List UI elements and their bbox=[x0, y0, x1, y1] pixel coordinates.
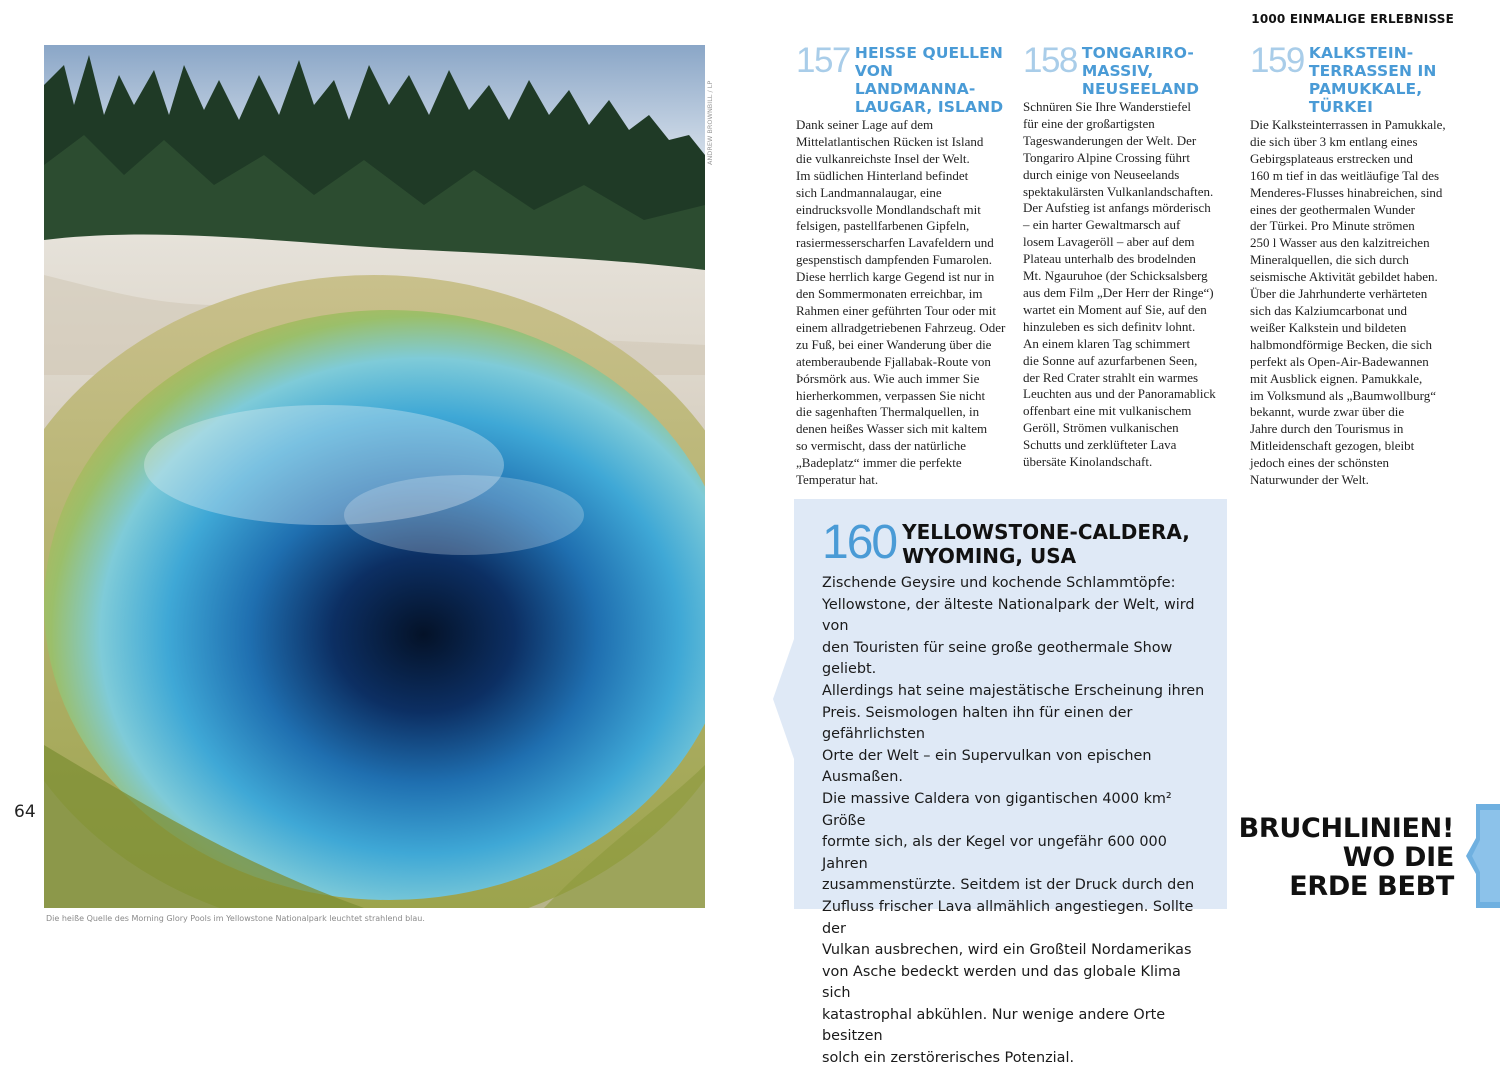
entry-body: Schnüren Sie Ihre Wanderstiefel für eine der großartigsten Tageswanderungen der Welt. Der Tongariro Alpine Crossing führt durch einige von Neuseelands spektakulärsten Vulkanlandschaften. Der Aufstieg ist anfangs mörderisch – ein harter Gewaltmarsch auf losem Lavageröll – aber auf dem Plateau unterhalb des brodelnden Mt. Ngauruhoe (der Schicksalsberg aus dem Film „Der Herr der Ringe“) wartet ein Moment auf Sie, auf den hinzuleben es sich definitv lohnt. An einem klaren Tag schimmert die Sonne auf azurfarbenen Seen, der Red Crater strahlt ein warmes Leuchten aus und der Panoramablick offenbart eine mit vulkanischem Geröll, Strömen vulkanischen Schutts und zerklüfteter Lava übersäte Kinolandschaft. bbox=[1023, 99, 1216, 470]
chapter-tab-marker bbox=[1466, 804, 1500, 908]
chapter-title: BRUCHLINIEN! WO DIE ERDE BEBT bbox=[1238, 813, 1454, 902]
entry-158 bbox=[1023, 41, 1238, 471]
entry-number: 158 bbox=[1023, 41, 1077, 80]
photo-credit: ANDREW BROWNBILL / LP bbox=[706, 80, 714, 165]
entry-157 bbox=[796, 41, 1011, 489]
feature-number: 160 bbox=[822, 516, 897, 569]
running-title: 1000 EINMALIGE ERLEBNISSE bbox=[1251, 12, 1454, 26]
feature-title: YELLOWSTONE-CALDERA, WYOMING, USA bbox=[902, 520, 1190, 568]
entry-title: TONGARIRO- MASSIV, NEUSEELAND bbox=[1081, 44, 1200, 98]
entry-number: 159 bbox=[1250, 41, 1304, 80]
feature-heading bbox=[822, 518, 1190, 568]
entry-title: KALKSTEIN- TERRASSEN IN PAMUKKALE, TÜRKEI bbox=[1308, 44, 1437, 116]
morning-glory-pool-photo bbox=[44, 45, 705, 908]
feature-box-arrow bbox=[772, 499, 796, 909]
feature-body: Zischende Geysire und kochende Schlammtöpfe: Yellowstone, der älteste Nationalpark der Welt, wird von den Touristen für seine große geothermale Show geliebt. Allerdings hat seine majestätische Erscheinung ihren Preis. Seismologen halten ihn für einen der gefährlichsten Orte der Welt – ein Supervulkan von epischen Ausmaßen. Die massive Caldera von gigantischen 4000 km² Größe formte sich, als der Kegel vor ungefähr 600 000 Jahren zusammenstürzte. Seitdem ist der Druck durch den Zufluss frischer Lava allmählich angestiegen. Sollte der Vulkan ausbrechen, wird ein Großteil Nordamerikas von Asche bedeckt werden und das globale Klima sich katastrophal abkühlen. Nur wenige andere Orte besitzen solch ein zerstörerisches Potenzial. bbox=[822, 575, 1205, 1067]
entry-body: Die Kalksteinterrassen in Pamukkale, die sich über 3 km entlang eines Gebirgsplateaus erstrecken und 160 m tief in das weitläufige Tal des Menderes-Flusses hinabreichen, sind eines der geothermalen Wunder der Türkei. Pro Minute strömen 250 l Wasser aus den kalzitreichen Mineralquellen, die sich durch seismische Aktivität gebildet haben. Über die Jahrhunderte verhärteten sich das Kalziumcarbonat und weißer Kalkstein und bildeten halbmondförmige Becken, die sich perfekt als Open-Air-Badewannen mit Ausblick eignen. Pamukkale, im Volksmund als „Baumwollburg“ bekannt, wurde zwar über die Jahre durch den Tourismus in Mitleidenschaft gezogen, bleibt jedoch eines der schönsten Naturwunder der Welt. bbox=[1250, 117, 1446, 488]
entry-body: Dank seiner Lage auf dem Mittelatlantischen Rücken ist Island die vulkanreichste Insel der Welt. Im südlichen Hinterland befindet sich Landmannalaugar, eine eindrucksvolle Mondlandschaft mit felsigen, pastellfarbenen Gipfeln, rasiermesserscharfen Lavafeldern und gespenstisch dampfenden Fumarolen. Diese herrlich karge Gegend ist nur in den Sommermonaten erreichbar, im Rahmen einer geführten Tour oder mit einem allradgetriebenen Fahrzeug. Oder zu Fuß, bei einer Wanderung über die atemberaubende Fjallabak-Route von Þórsmörk aus. Wie auch immer Sie hierherkommen, verpassen Sie nicht die sagenhaften Thermalquellen, in denen heißes Wasser sich mit kaltem so vermischt, dass der natürliche „Badeplatz“ immer die perfekte Temperatur hat. bbox=[796, 117, 1006, 488]
entry-number: 157 bbox=[796, 41, 850, 80]
entry-159 bbox=[1250, 41, 1465, 489]
entry-title: HEISSE QUELLEN VON LANDMANNA- LAUGAR, ISLAND bbox=[854, 44, 1004, 116]
page-number: 64 bbox=[14, 802, 36, 822]
photo-caption: Die heiße Quelle des Morning Glory Pools im Yellowstone Nationalpark leuchtet strahlend blau. bbox=[46, 914, 425, 923]
